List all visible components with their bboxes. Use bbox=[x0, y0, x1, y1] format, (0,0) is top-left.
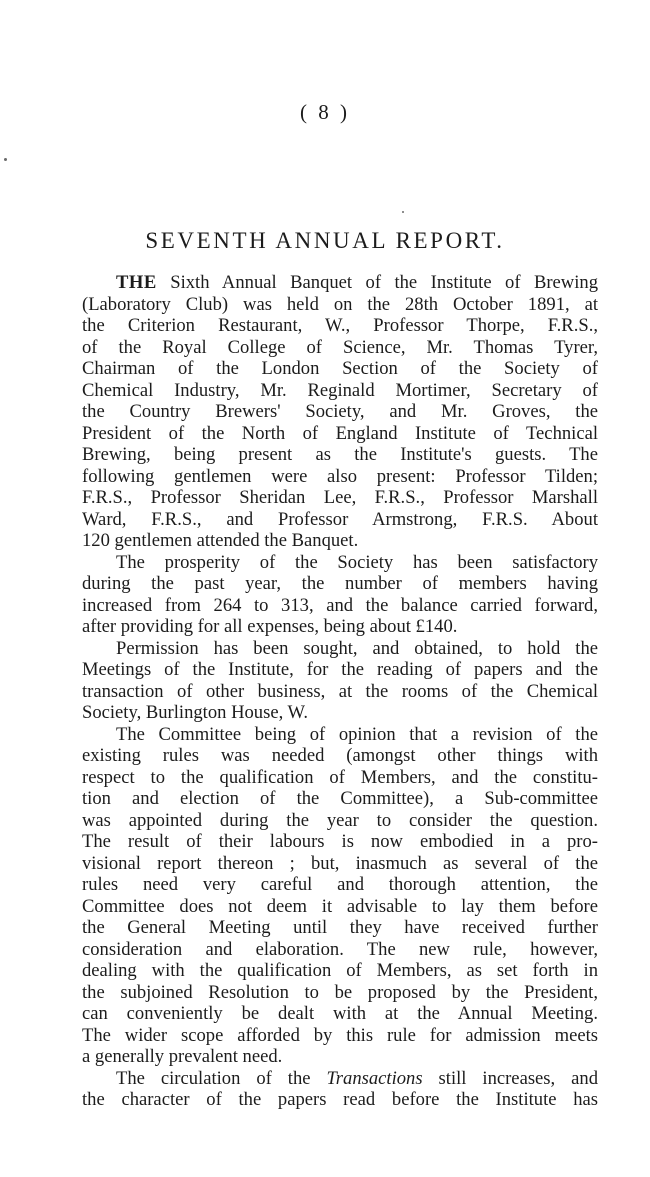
scan-speck bbox=[4, 158, 7, 161]
text-line: The result of their labours is now embodied in a pro- bbox=[82, 831, 598, 852]
scan-speck bbox=[402, 211, 404, 213]
text-line: The Committee being of opinion that a revision of the bbox=[116, 723, 598, 745]
page-title: SEVENTH ANNUAL REPORT. bbox=[145, 228, 505, 253]
paragraph-transactions bbox=[52, 1068, 598, 1111]
text-line: THE Sixth Annual Banquet of the Institute of Brewing bbox=[116, 272, 598, 293]
text-line: Brewing, being present as the Institute's guests. The bbox=[82, 444, 598, 465]
italic-title: Transactions bbox=[326, 1067, 423, 1089]
text-line: (Laboratory Club) was held on the 28th October 1891, at bbox=[82, 293, 598, 315]
text-line: the Country Brewers' Society, and Mr. Groves, the bbox=[82, 401, 598, 422]
text-line: Chairman of the London Section of the Society of bbox=[82, 358, 598, 379]
text-line: the subjoined Resolution to be proposed by the President, bbox=[82, 981, 598, 1003]
text-line: rules need very careful and thorough attention, the bbox=[82, 874, 598, 895]
report-body bbox=[52, 272, 598, 1111]
text-line: increased from 264 to 313, and the balance carried forward, bbox=[82, 594, 598, 616]
text-line: Ward, F.R.S., and Professor Armstrong, F.R.S. About bbox=[82, 508, 598, 530]
text-line: during the past year, the number of members having bbox=[82, 573, 598, 594]
paragraph-banquet bbox=[52, 272, 598, 552]
text-line: President of the North of England Institute of Technical bbox=[82, 422, 598, 444]
text-line: was appointed during the year to consider the question. bbox=[82, 809, 598, 831]
text-line: Meetings of the Institute, for the reading of papers and the bbox=[82, 659, 598, 680]
text-line: The circulation of the Transactions still increases, and bbox=[116, 1067, 599, 1089]
text-line: Committee does not deem it advisable to lay them before bbox=[82, 895, 598, 917]
text-line: can conveniently be dealt with at the Annual Meeting. bbox=[82, 1003, 598, 1024]
text-line: of the Royal College of Science, Mr. Thomas Tyrer, bbox=[82, 336, 598, 358]
text-line: following gentlemen were also present: Professor Tilden; bbox=[82, 465, 598, 487]
paragraph-prosperity bbox=[52, 552, 598, 638]
text-line: transaction of other business, at the rooms of the Chemical bbox=[82, 680, 598, 702]
text-line: the Criterion Restaurant, W., Professor Thorpe, F.R.S., bbox=[82, 315, 598, 336]
text-line: The prosperity of the Society has been satisfactory bbox=[116, 551, 598, 573]
drop-lead-word: THE bbox=[116, 272, 157, 293]
page-number: ( 8 ) bbox=[300, 100, 350, 124]
text-line: Permission has been sought, and obtained, to hold the bbox=[116, 637, 598, 659]
text-line: existing rules was needed (amongst other things with bbox=[82, 745, 598, 766]
text-line: consideration and elaboration. The new rule, however, bbox=[82, 938, 598, 960]
text-line: tion and election of the Committee), a Sub-committee bbox=[82, 788, 598, 809]
text-line: F.R.S., Professor Sheridan Lee, F.R.S., Professor Marshall bbox=[82, 487, 598, 508]
text-line: after providing for all expenses, being about £140. bbox=[82, 616, 458, 637]
text-line: a generally prevalent need. bbox=[82, 1046, 283, 1067]
text-line: Chemical Industry, Mr. Reginald Mortimer, Secretary of bbox=[82, 379, 598, 401]
text-line: 120 gentlemen attended the Banquet. bbox=[82, 530, 359, 551]
paragraph-permission bbox=[52, 638, 598, 724]
text-line: dealing with the qualification of Members, as set forth in bbox=[82, 960, 598, 981]
text-line: respect to the qualification of Members, and the constitu- bbox=[82, 766, 598, 788]
text-line: the character of the papers read before the Institute has bbox=[82, 1089, 598, 1110]
text-line: visional report thereon ; but, inasmuch as several of the bbox=[82, 852, 598, 874]
text-line: The wider scope afforded by this rule for admission meets bbox=[82, 1024, 598, 1046]
text-line: the General Meeting until they have received further bbox=[82, 917, 598, 938]
text-line: Society, Burlington House, W. bbox=[82, 702, 309, 723]
paragraph-committee bbox=[52, 724, 598, 1068]
